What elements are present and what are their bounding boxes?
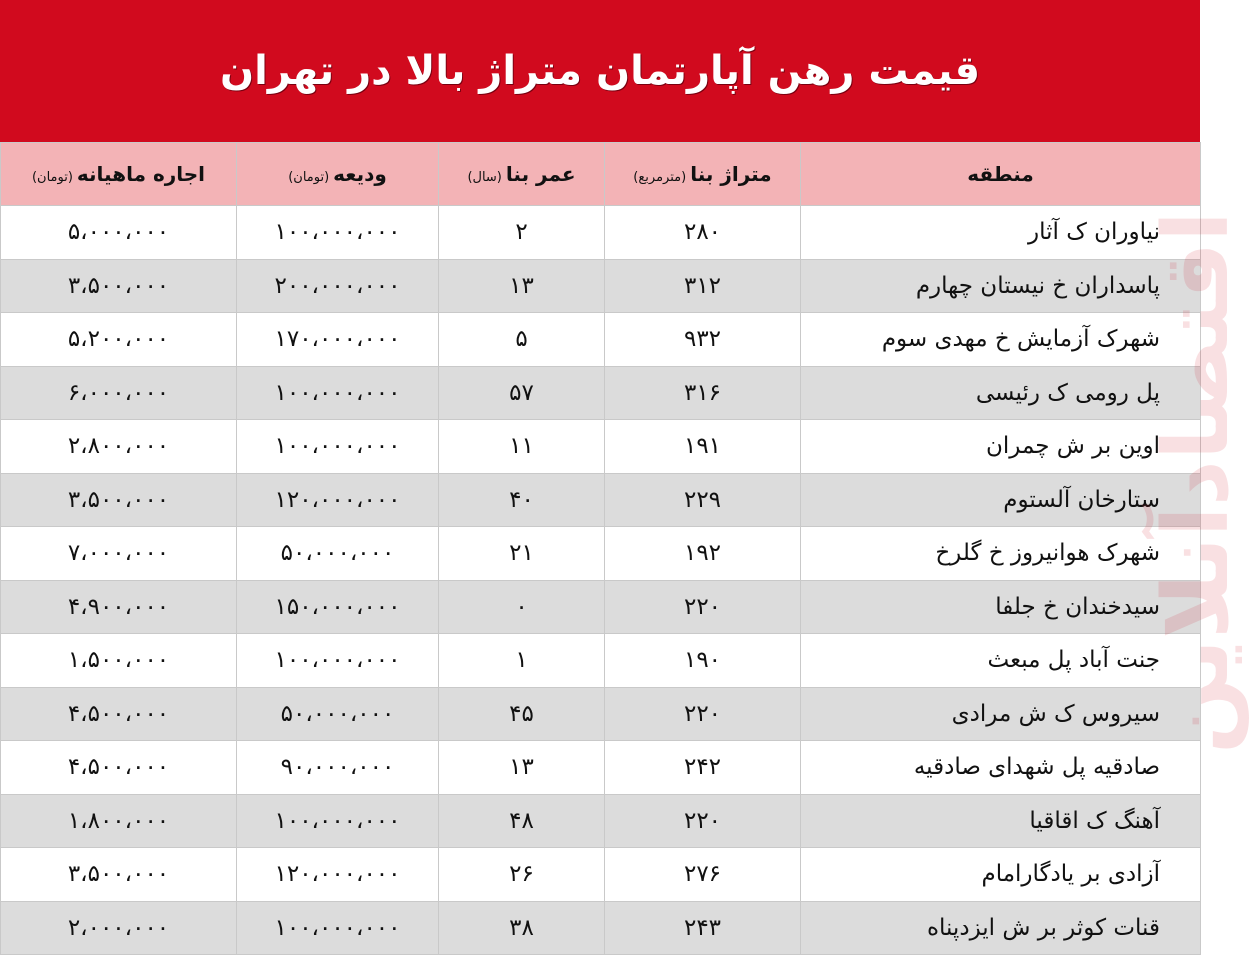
cell-rent: ۶،۰۰۰،۰۰۰ <box>1 366 237 420</box>
cell-region: صادقیه پل شهدای صادقیه <box>801 741 1201 795</box>
cell-rent: ۴،۵۰۰،۰۰۰ <box>1 741 237 795</box>
cell-deposit: ۲۰۰،۰۰۰،۰۰۰ <box>237 259 439 313</box>
cell-deposit: ۵۰،۰۰۰،۰۰۰ <box>237 687 439 741</box>
table-row <box>1 206 1201 260</box>
cell-deposit: ۱۰۰،۰۰۰،۰۰۰ <box>237 206 439 260</box>
table-row <box>1 901 1201 955</box>
cell-age: ۱۱ <box>439 420 605 474</box>
cell-age: ۱۳ <box>439 259 605 313</box>
cell-age: ۲۶ <box>439 848 605 902</box>
price-table <box>0 142 1201 955</box>
table-row <box>1 687 1201 741</box>
cell-area: ۲۷۶ <box>605 848 801 902</box>
cell-age: ۴۸ <box>439 794 605 848</box>
cell-rent: ۴،۵۰۰،۰۰۰ <box>1 687 237 741</box>
table-row <box>1 366 1201 420</box>
cell-area: ۲۲۹ <box>605 473 801 527</box>
title-banner <box>0 0 1200 142</box>
header-rent: اجاره ماهیانه(تومان) <box>1 143 237 206</box>
header-age: عمر بنا(سال) <box>439 143 605 206</box>
cell-deposit: ۹۰،۰۰۰،۰۰۰ <box>237 741 439 795</box>
cell-area: ۹۳۲ <box>605 313 801 367</box>
cell-region: آزادی بر یادگارامام <box>801 848 1201 902</box>
cell-age: ۰ <box>439 580 605 634</box>
cell-area: ۲۴۳ <box>605 901 801 955</box>
cell-deposit: ۱۵۰،۰۰۰،۰۰۰ <box>237 580 439 634</box>
cell-deposit: ۵۰،۰۰۰،۰۰۰ <box>237 527 439 581</box>
cell-area: ۱۹۲ <box>605 527 801 581</box>
cell-area: ۲۲۰ <box>605 580 801 634</box>
cell-deposit: ۱۰۰،۰۰۰،۰۰۰ <box>237 901 439 955</box>
cell-rent: ۱،۵۰۰،۰۰۰ <box>1 634 237 688</box>
table-header-row <box>1 143 1201 206</box>
cell-area: ۳۱۲ <box>605 259 801 313</box>
cell-region: جنت آباد پل مبعث <box>801 634 1201 688</box>
cell-rent: ۳،۵۰۰،۰۰۰ <box>1 473 237 527</box>
table-row <box>1 741 1201 795</box>
cell-rent: ۷،۰۰۰،۰۰۰ <box>1 527 237 581</box>
cell-age: ۱۳ <box>439 741 605 795</box>
table-row <box>1 473 1201 527</box>
table-row <box>1 420 1201 474</box>
cell-region: نیاوران ک آثار <box>801 206 1201 260</box>
cell-age: ۴۰ <box>439 473 605 527</box>
header-deposit: ودیعه(تومان) <box>237 143 439 206</box>
cell-rent: ۱،۸۰۰،۰۰۰ <box>1 794 237 848</box>
cell-area: ۲۸۰ <box>605 206 801 260</box>
cell-rent: ۴،۹۰۰،۰۰۰ <box>1 580 237 634</box>
cell-area: ۱۹۰ <box>605 634 801 688</box>
header-area: متراژ بنا(مترمربع) <box>605 143 801 206</box>
table-row <box>1 794 1201 848</box>
header-region: منطقه <box>801 143 1201 206</box>
cell-region: اوین بر ش چمران <box>801 420 1201 474</box>
cell-age: ۵ <box>439 313 605 367</box>
cell-rent: ۳،۵۰۰،۰۰۰ <box>1 259 237 313</box>
table-row <box>1 848 1201 902</box>
cell-age: ۲۱ <box>439 527 605 581</box>
table-row <box>1 259 1201 313</box>
cell-age: ۲ <box>439 206 605 260</box>
table-row <box>1 527 1201 581</box>
cell-rent: ۵،۰۰۰،۰۰۰ <box>1 206 237 260</box>
cell-area: ۲۲۰ <box>605 687 801 741</box>
cell-area: ۳۱۶ <box>605 366 801 420</box>
table-row <box>1 313 1201 367</box>
cell-region: پل رومی ک رئیسی <box>801 366 1201 420</box>
cell-region: قنات کوثر بر ش ایزدپناه <box>801 901 1201 955</box>
cell-area: ۱۹۱ <box>605 420 801 474</box>
cell-age: ۱ <box>439 634 605 688</box>
cell-region: ستارخان آلستوم <box>801 473 1201 527</box>
cell-deposit: ۱۷۰،۰۰۰،۰۰۰ <box>237 313 439 367</box>
cell-deposit: ۱۰۰،۰۰۰،۰۰۰ <box>237 634 439 688</box>
cell-deposit: ۱۰۰،۰۰۰،۰۰۰ <box>237 366 439 420</box>
cell-region: پاسداران خ نیستان چهارم <box>801 259 1201 313</box>
cell-region: آهنگ ک اقاقیا <box>801 794 1201 848</box>
cell-region: سیدخندان خ جلفا <box>801 580 1201 634</box>
cell-rent: ۵،۲۰۰،۰۰۰ <box>1 313 237 367</box>
cell-deposit: ۱۲۰،۰۰۰،۰۰۰ <box>237 848 439 902</box>
cell-rent: ۳،۵۰۰،۰۰۰ <box>1 848 237 902</box>
cell-age: ۵۷ <box>439 366 605 420</box>
cell-area: ۲۴۲ <box>605 741 801 795</box>
cell-rent: ۲،۸۰۰،۰۰۰ <box>1 420 237 474</box>
cell-age: ۴۵ <box>439 687 605 741</box>
watermark-logo: اقتصادآنلاین <box>1143 211 1249 754</box>
cell-area: ۲۲۰ <box>605 794 801 848</box>
cell-deposit: ۱۲۰،۰۰۰،۰۰۰ <box>237 473 439 527</box>
cell-rent: ۲،۰۰۰،۰۰۰ <box>1 901 237 955</box>
cell-region: شهرک هوانیروز خ گلرخ <box>801 527 1201 581</box>
cell-region: شهرک آزمایش خ مهدی سوم <box>801 313 1201 367</box>
table-row <box>1 634 1201 688</box>
cell-region: سیروس ک ش مرادی <box>801 687 1201 741</box>
page-title: قیمت رهن آپارتمان متراژ بالا در تهران <box>219 48 981 94</box>
cell-deposit: ۱۰۰،۰۰۰،۰۰۰ <box>237 420 439 474</box>
cell-deposit: ۱۰۰،۰۰۰،۰۰۰ <box>237 794 439 848</box>
table-row <box>1 580 1201 634</box>
cell-age: ۳۸ <box>439 901 605 955</box>
